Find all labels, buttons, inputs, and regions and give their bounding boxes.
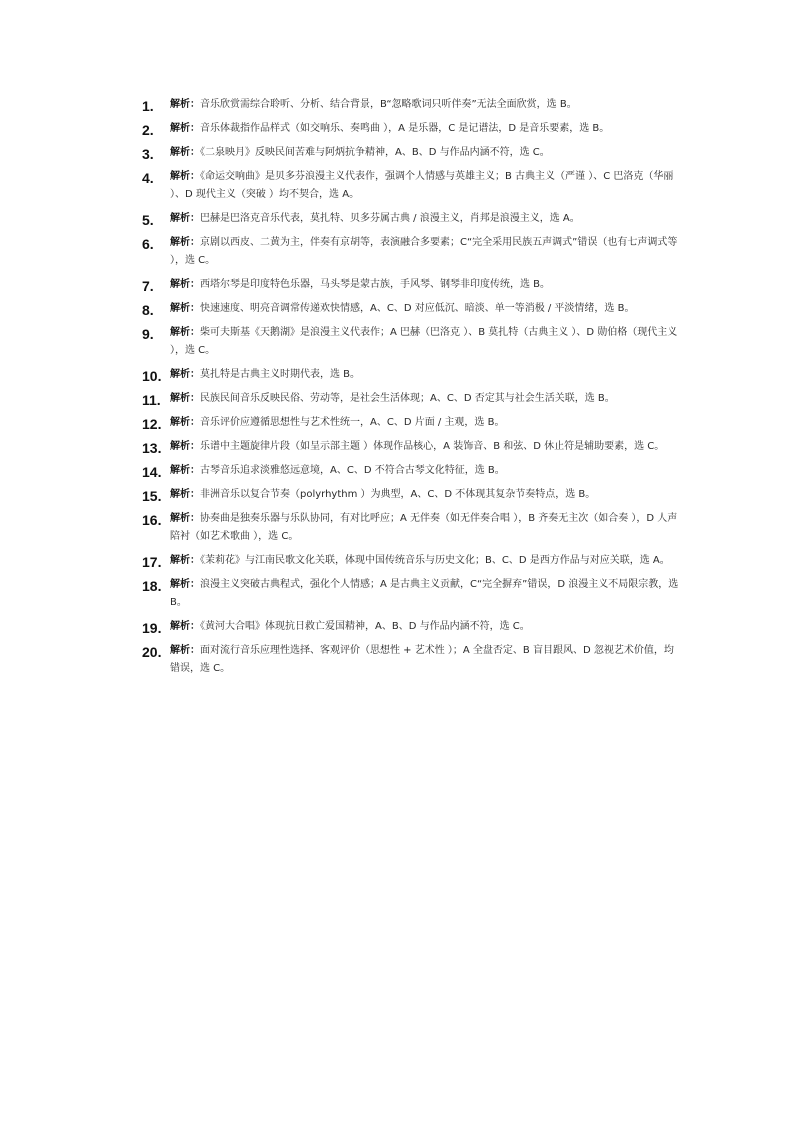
- analysis-text: 莫扎特是古典主义时期代表，选 B。: [200, 369, 361, 380]
- answer-number: 11.: [142, 392, 161, 408]
- answer-number: 6.: [142, 236, 154, 252]
- analysis-label: 解析：: [170, 465, 200, 476]
- analysis-label: 解析：: [170, 393, 200, 404]
- answer-item: [142, 168, 682, 204]
- analysis-label: 解析：: [170, 621, 200, 632]
- answer-number: 15.: [142, 488, 162, 504]
- answer-item: [142, 510, 682, 546]
- answer-item: [142, 120, 682, 138]
- answer-item: [142, 210, 682, 228]
- answer-number: 16.: [142, 512, 162, 528]
- answer-number: 19.: [142, 620, 162, 636]
- answer-number: 5.: [142, 212, 154, 228]
- answer-item: [142, 552, 682, 570]
- analysis-text: 民族民间音乐反映民俗、劳动等，是社会生活体现；A、C、D 否定其与社会生活关联，选 B。: [200, 393, 615, 404]
- analysis-label: 解析：: [170, 99, 200, 110]
- answer-item: [142, 324, 682, 360]
- analysis-label: 解析：: [170, 213, 200, 224]
- answer-item: [142, 96, 682, 114]
- analysis-text: 协奏曲是独奏乐器与乐队协同，有对比呼应；A 无伴奏（如无伴奏合唱 ），B 齐奏无主次（如合奏 ），D 人声陪衬（如艺术歌曲 ），选 C。: [170, 513, 678, 542]
- answer-item: [142, 438, 682, 456]
- answer-number: 10.: [142, 368, 162, 384]
- analysis-text: 音乐评价应遵循思想性与艺术性统一，A、C、D 片面 / 主观，选 B。: [200, 417, 505, 428]
- answer-item: [142, 618, 682, 636]
- answer-number: 20.: [142, 644, 162, 660]
- analysis-text: 乐谱中主题旋律片段（如呈示部主题 ）体现作品核心，A 装饰音、B 和弦、D 休止符是辅助要素，选 C。: [200, 441, 665, 452]
- analysis-label: 解析：: [170, 279, 200, 290]
- answer-number: 8.: [142, 302, 154, 318]
- analysis-label: 解析：: [170, 555, 200, 566]
- answer-item: [142, 486, 682, 504]
- answer-item: [142, 390, 682, 408]
- answer-item: [142, 462, 682, 480]
- answer-item: [142, 642, 682, 678]
- answer-number: 7.: [142, 278, 154, 294]
- answer-number: 17.: [142, 554, 162, 570]
- analysis-text: 《二泉映月》反映民间苦难与阿炳抗争精神，A、B、D 与作品内涵不符，选 C。: [200, 147, 550, 158]
- analysis-label: 解析：: [170, 513, 200, 524]
- analysis-text: 《黄河大合唱》体现抗日救亡爱国精神，A、B、D 与作品内涵不符，选 C。: [200, 621, 530, 632]
- analysis-text: 音乐体裁指作品样式（如交响乐、奏鸣曲 ），A 是乐器，C 是记谱法，D 是音乐要素，选 B。: [200, 123, 610, 134]
- answer-number: 3.: [142, 146, 154, 162]
- answer-item: [142, 576, 682, 612]
- analysis-label: 解析：: [170, 441, 200, 452]
- analysis-text: 音乐欣赏需综合聆听、分析、结合背景，B“忽略歌词只听伴奏”无法全面欣赏，选 B。: [200, 99, 577, 110]
- answer-item: [142, 414, 682, 432]
- analysis-text: 浪漫主义突破古典程式，强化个人情感；A 是古典主义贡献，C“完全摒弃”错误，D 浪漫主义不局限宗教，选 B。: [170, 579, 679, 608]
- answer-number: 13.: [142, 440, 162, 456]
- answer-number: 4.: [142, 170, 154, 186]
- answer-item: [142, 366, 682, 384]
- analysis-label: 解析：: [170, 327, 200, 338]
- analysis-text: 巴赫是巴洛克音乐代表，莫扎特、贝多芬属古典 / 浪漫主义，肖邦是浪漫主义，选 A。: [200, 213, 580, 224]
- answer-item: [142, 144, 682, 162]
- analysis-label: 解析：: [170, 303, 200, 314]
- analysis-label: 解析：: [170, 417, 200, 428]
- analysis-text: 古琴音乐追求淡雅悠远意境，A、C、D 不符合古琴文化特征，选 B。: [200, 465, 505, 476]
- answer-item: [142, 276, 682, 294]
- analysis-label: 解析：: [170, 171, 200, 182]
- analysis-label: 解析：: [170, 369, 200, 380]
- answer-number: 14.: [142, 464, 162, 480]
- answer-list: [142, 96, 682, 684]
- analysis-label: 解析：: [170, 489, 200, 500]
- analysis-text: 柴可夫斯基《天鹅湖》是浪漫主义代表作；A 巴赫（巴洛克 ）、B 莫扎特（古典主义 ）、D 勋伯格（现代主义 ），选 C。: [170, 327, 678, 356]
- analysis-text: 面对流行音乐应理性选择、客观评价（思想性 + 艺术性 ）；A 全盘否定、B 盲目跟风、D 忽视艺术价值，均错误，选 C。: [170, 645, 674, 674]
- analysis-label: 解析：: [170, 579, 200, 590]
- analysis-text: 京剧以西皮、二黄为主，伴奏有京胡等，表演融合多要素；C“完全采用民族五声调式”错误（也有七声调式等 ），选 C。: [170, 237, 678, 266]
- answer-number: 9.: [142, 326, 154, 342]
- analysis-text: 西塔尔琴是印度特色乐器，马头琴是蒙古族，手风琴、钢琴非印度传统，选 B。: [200, 279, 551, 290]
- analysis-text: 《茉莉花》与江南民歌文化关联，体现中国传统音乐与历史文化；B、C、D 是西方作品与对应关联，选 A。: [200, 555, 670, 566]
- answer-number: 2.: [142, 122, 154, 138]
- answer-number: 1.: [142, 98, 154, 114]
- answer-number: 12.: [142, 416, 162, 432]
- answer-number: 18.: [142, 578, 162, 594]
- analysis-label: 解析：: [170, 645, 200, 656]
- analysis-label: 解析：: [170, 123, 200, 134]
- analysis-text: 快速速度、明亮音调常传递欢快情感，A、C、D 对应低沉、暗淡、单一等消极 / 平淡情绪，选 B。: [200, 303, 635, 314]
- analysis-label: 解析：: [170, 147, 200, 158]
- answer-item: [142, 300, 682, 318]
- analysis-label: 解析：: [170, 237, 200, 248]
- analysis-text: 非洲音乐以复合节奏（polyrhythm ）为典型，A、C、D 不体现其复杂节奏特点，选 B。: [200, 489, 596, 500]
- answer-item: [142, 234, 682, 270]
- analysis-text: 《命运交响曲》是贝多芬浪漫主义代表作，强调个人情感与英雄主义；B 古典主义（严谨 ）、C 巴洛克（华丽 ）、D 现代主义（突破 ）均不契合，选 A。: [170, 171, 674, 200]
